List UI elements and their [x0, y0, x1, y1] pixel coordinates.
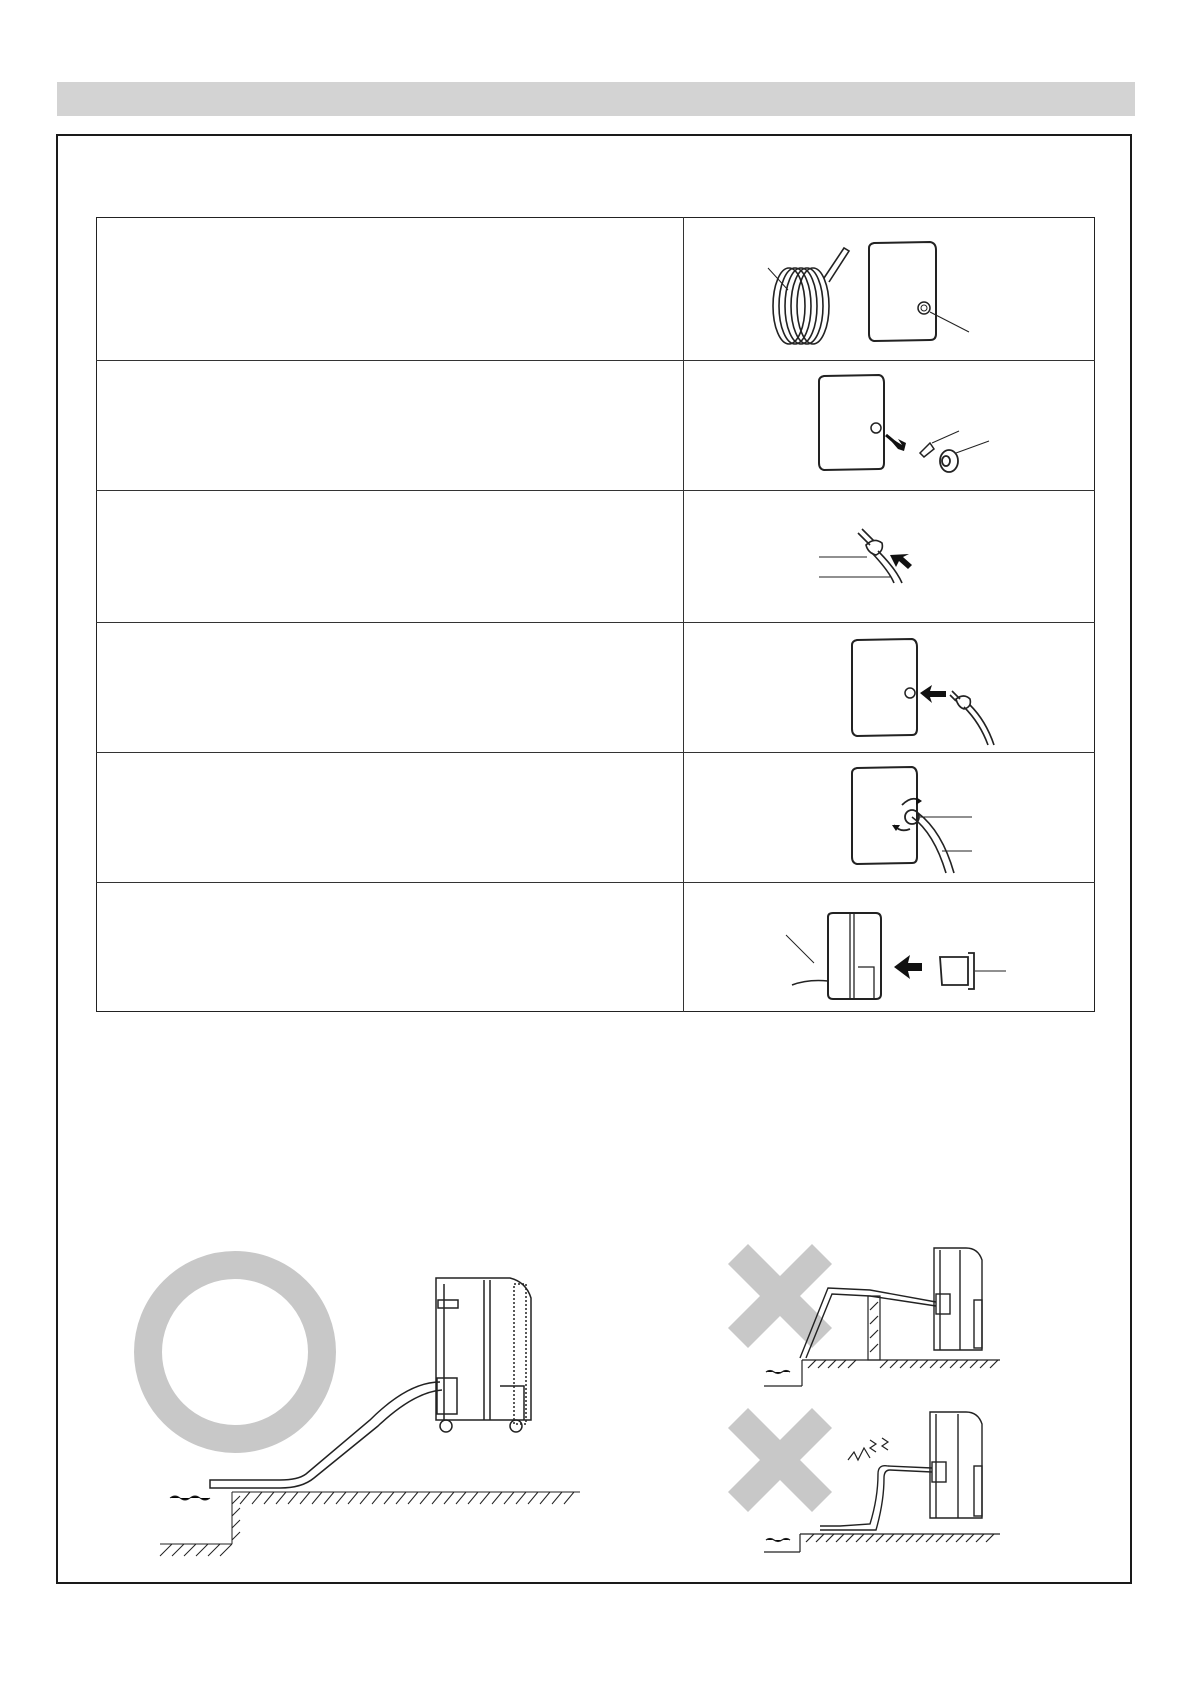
unit-back-icon [852, 767, 917, 864]
dehumidifier-side-icon [436, 1278, 531, 1432]
step-1-figure [684, 218, 1094, 360]
unit-side-icon [786, 913, 881, 999]
dehumidifier-side-icon [930, 1412, 982, 1518]
circle-ok-icon [148, 1265, 322, 1439]
arrow-left-icon [894, 955, 922, 979]
warning-zigzag-icon [848, 1438, 888, 1460]
step-2-figure [684, 361, 1094, 490]
unit-back-icon [852, 639, 917, 736]
ground-hatch-icon [160, 1492, 580, 1556]
ground-hatch-icon [764, 1534, 1000, 1552]
cross-wrong-icon [728, 1408, 832, 1512]
cover-piece-icon [940, 953, 1006, 989]
correct-drainage-diagram [130, 1240, 590, 1560]
step-4-figure [684, 623, 1094, 752]
step-6-figure [684, 883, 1094, 1011]
hose-connector-icon [950, 691, 994, 745]
step-3-figure [684, 491, 1094, 622]
unit-back-icon [819, 375, 884, 470]
cap-icon [940, 441, 989, 472]
arrow-left-icon [920, 685, 946, 703]
section-header-bar [57, 82, 1135, 116]
arrow-up-left-icon [890, 554, 912, 569]
plug-icon [920, 431, 959, 457]
hose-coil-icon [768, 248, 849, 344]
wrong-drainage-diagram-kinked [720, 1398, 1020, 1558]
rotate-icon [894, 799, 972, 873]
hose-connector-icon [819, 529, 902, 583]
wrong-drainage-diagram-uphill [720, 1240, 1020, 1390]
drain-hose-icon [820, 1466, 932, 1530]
dehumidifier-side-icon [934, 1248, 982, 1350]
unit-back-icon [869, 242, 969, 341]
step-5-figure [684, 753, 1094, 882]
